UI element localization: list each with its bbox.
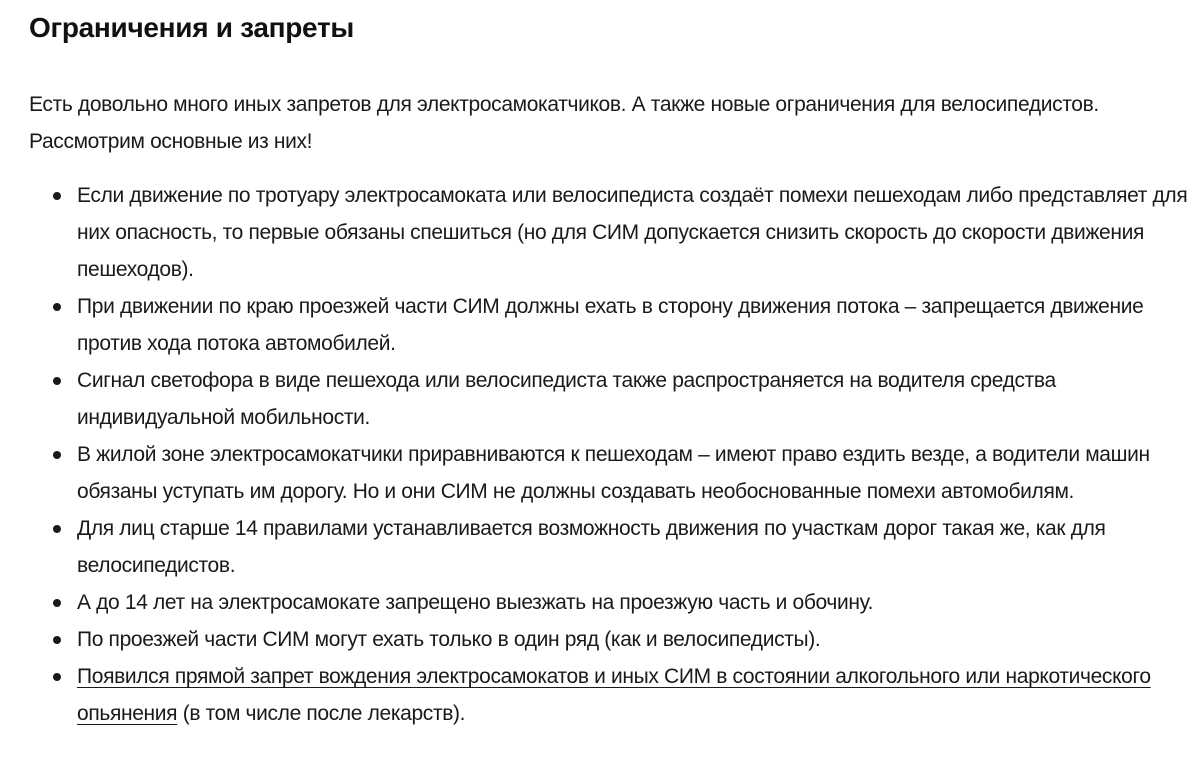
list-item [29, 362, 1189, 436]
alcohol-ban-link[interactable]: Появился прямой запрет вождения электросамокатов и иных СИМ в состоянии алкогольного или наркотического опьянения [77, 665, 1151, 725]
bullet-icon [53, 673, 61, 681]
intro-paragraph: Есть довольно много иных запретов для электросамокатчиков. А также новые ограничения для велосипедистов. Рассмотрим основные из них! [29, 93, 1099, 153]
bullet-icon [53, 636, 61, 644]
list-item [29, 288, 1189, 362]
list-item [29, 621, 1189, 658]
list-item [29, 436, 1189, 510]
list-item-text: Для лиц старше 14 правилами устанавливается возможность движения по участкам дорог такая же, как для велосипедистов. [77, 517, 1106, 577]
section-heading: Ограничения и запреты [29, 12, 354, 43]
list-item [29, 510, 1189, 584]
list-item-text: Если движение по тротуару электросамоката или велосипедиста создаёт помехи пешеходам либо представляет для них опасность, то первые обязаны спешиться (но для СИМ допускается снизить скорость до скорости движения пешеходов). [77, 184, 1188, 281]
bullet-icon [53, 525, 61, 533]
list-item [29, 658, 1189, 732]
list-item-text: (в том числе после лекарств). [177, 702, 466, 725]
list-item [29, 177, 1189, 288]
list-item [29, 584, 1189, 621]
rules-list [29, 177, 1189, 732]
bullet-icon [53, 303, 61, 311]
bullet-icon [53, 451, 61, 459]
bullet-icon [53, 599, 61, 607]
list-item-text: В жилой зоне электросамокатчики приравниваются к пешеходам – имеют право ездить везде, а водители машин обязаны уступать им дорогу. Но и они СИМ не должны создавать необоснованные помехи автомобилям. [77, 443, 1150, 503]
list-item-text: По проезжей части СИМ могут ехать только в один ряд (как и велосипедисты). [77, 628, 821, 651]
list-item-text: Сигнал светофора в виде пешехода или велосипедиста также распространяется на водителя средства индивидуальной мобильности. [77, 369, 1056, 429]
bullet-icon [53, 377, 61, 385]
list-item-text: А до 14 лет на электросамокате запрещено выезжать на проезжую часть и обочину. [77, 591, 874, 614]
list-item-text: При движении по краю проезжей части СИМ должны ехать в сторону движения потока – запрещается движение против хода потока автомобилей. [77, 295, 1144, 355]
bullet-icon [53, 192, 61, 200]
